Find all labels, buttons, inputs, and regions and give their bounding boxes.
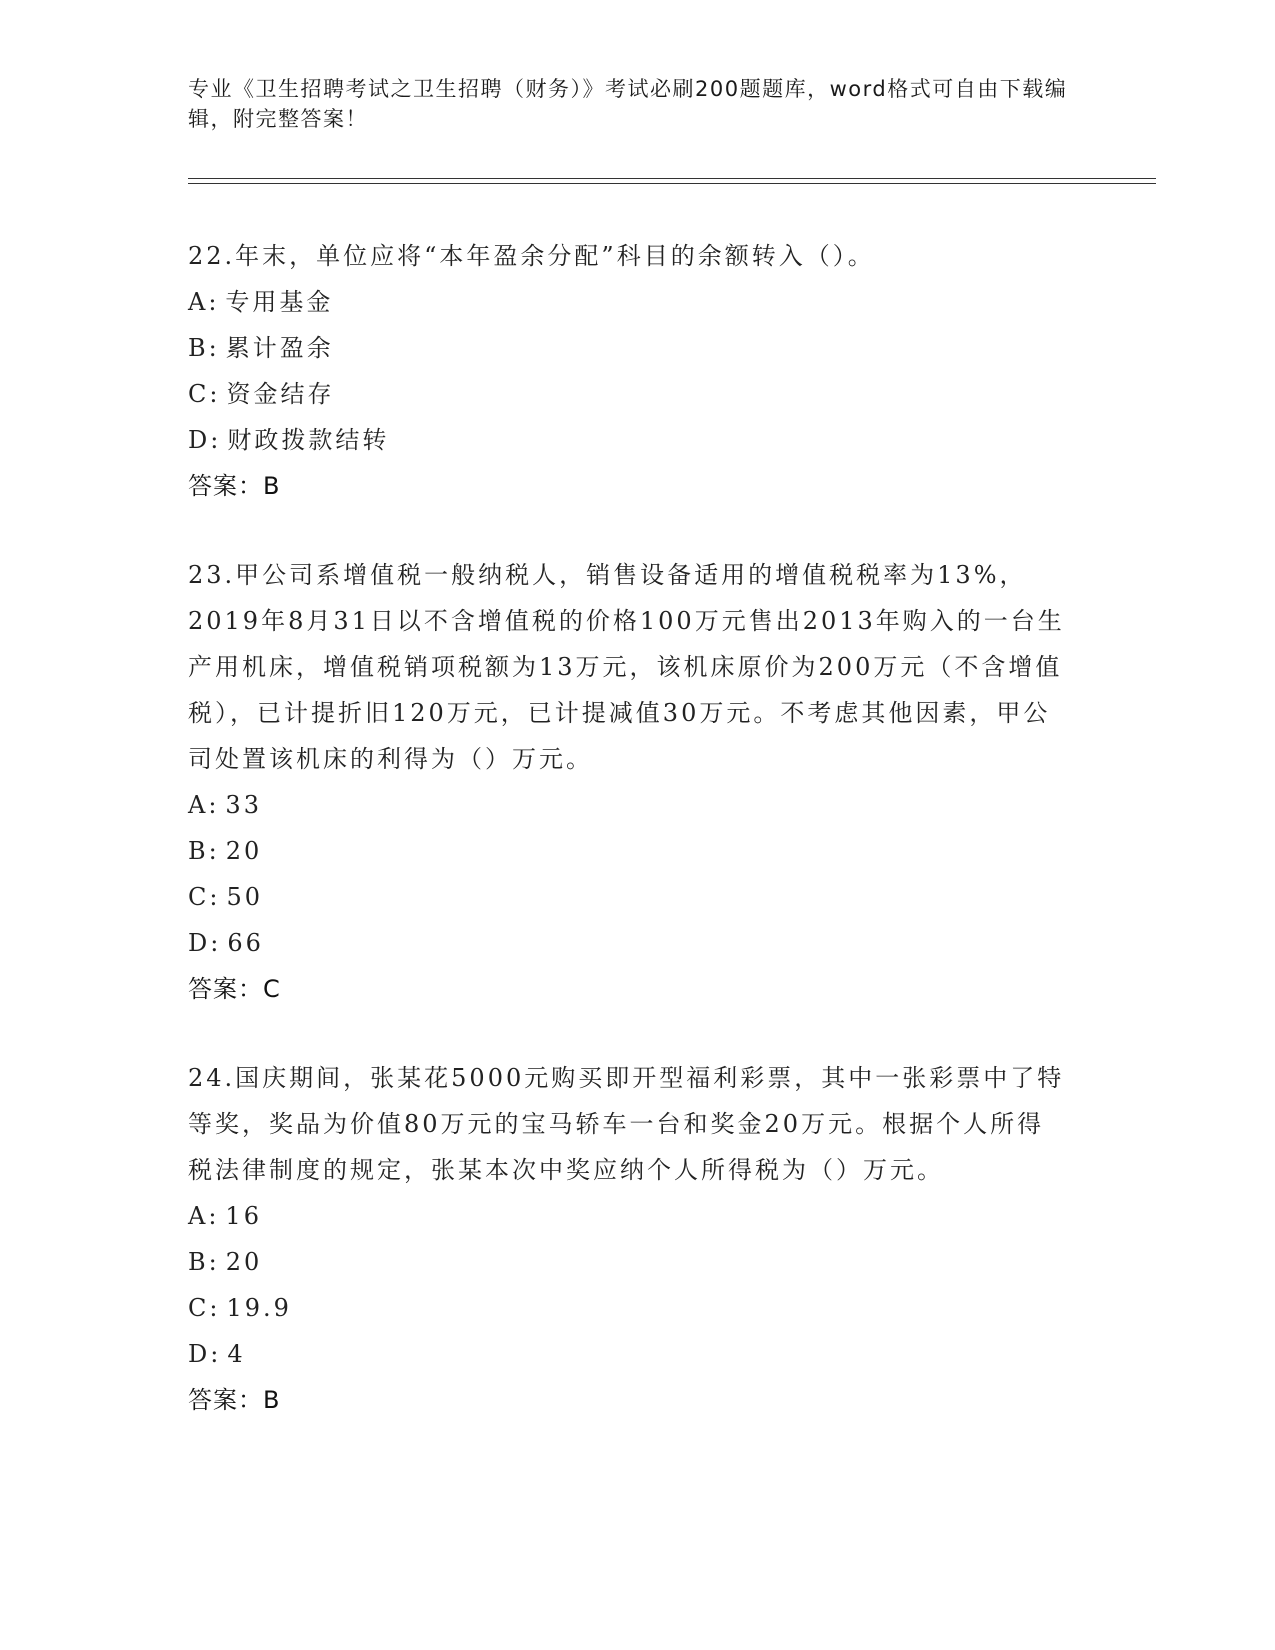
option-letter: C: [188, 1294, 221, 1322]
option-letter: C: [188, 380, 221, 408]
option-text: 16 [225, 1202, 262, 1230]
option-a [188, 782, 1068, 828]
option-text: 4 [227, 1340, 246, 1368]
option-c [188, 371, 1068, 417]
option-text: 50 [226, 883, 263, 911]
option-a [188, 1193, 1068, 1239]
answer-line: 答案：B [188, 1386, 281, 1414]
document-header: 专业《卫生招聘考试之卫生招聘（财务）》考试必刷200题题库，word格式可自由下载编辑，附完整答案！ [188, 77, 1068, 131]
option-letter: A: [188, 288, 220, 316]
question-stem: 23.甲公司系增值税一般纳税人，销售设备适用的增值税税率为13%，2019年8月31日以不含增值税的价格100万元售出2013年购入的一台生产用机床，增值税销项税额为13万元，该机床原价为200万元（不含增值税），已计提折旧120万元，已计提减值30万元。不考虑其他因素，甲公司处置该机床的利得为（）万元。 [188, 561, 1065, 773]
option-text: 33 [225, 791, 262, 819]
option-d [188, 417, 1068, 463]
option-text: 20 [225, 837, 263, 865]
question-24 [188, 1055, 1068, 1423]
option-b [188, 828, 1068, 874]
option-d [188, 1331, 1068, 1377]
header-divider-top [188, 178, 1156, 179]
option-a [188, 279, 1068, 325]
option-letter: D: [188, 929, 222, 957]
option-letter: A: [188, 1202, 220, 1230]
option-c [188, 1285, 1068, 1331]
option-text: 20 [225, 1248, 263, 1276]
answer-line: 答案：C [188, 975, 281, 1003]
header-divider-bottom [188, 183, 1156, 184]
option-b [188, 325, 1068, 371]
option-letter: D: [188, 426, 222, 454]
option-text: 专用基金 [225, 288, 334, 316]
option-letter: B: [188, 1248, 220, 1276]
option-b [188, 1239, 1068, 1285]
question-stem: 24.国庆期间，张某花5000元购买即开型福利彩票，其中一张彩票中了特等奖，奖品为价值80万元的宝马轿车一台和奖金20万元。根据个人所得税法律制度的规定，张某本次中奖应纳个人所得税为（）万元。 [188, 1064, 1065, 1184]
option-letter: A: [188, 791, 220, 819]
option-text: 累计盈余 [225, 334, 334, 362]
option-c [188, 874, 1068, 920]
option-letter: B: [188, 837, 220, 865]
option-letter: B: [188, 334, 220, 362]
option-text: 资金结存 [226, 380, 335, 408]
question-23 [188, 552, 1068, 1012]
option-d [188, 920, 1068, 966]
option-text: 66 [227, 929, 264, 957]
question-stem: 22.年末，单位应将“本年盈余分配”科目的余额转入（）。 [188, 242, 875, 270]
answer-line: 答案：B [188, 472, 281, 500]
option-letter: C: [188, 883, 221, 911]
question-22 [188, 233, 1068, 509]
option-letter: D: [188, 1340, 222, 1368]
option-text: 19.9 [226, 1294, 292, 1322]
option-text: 财政拨款结转 [227, 426, 390, 454]
